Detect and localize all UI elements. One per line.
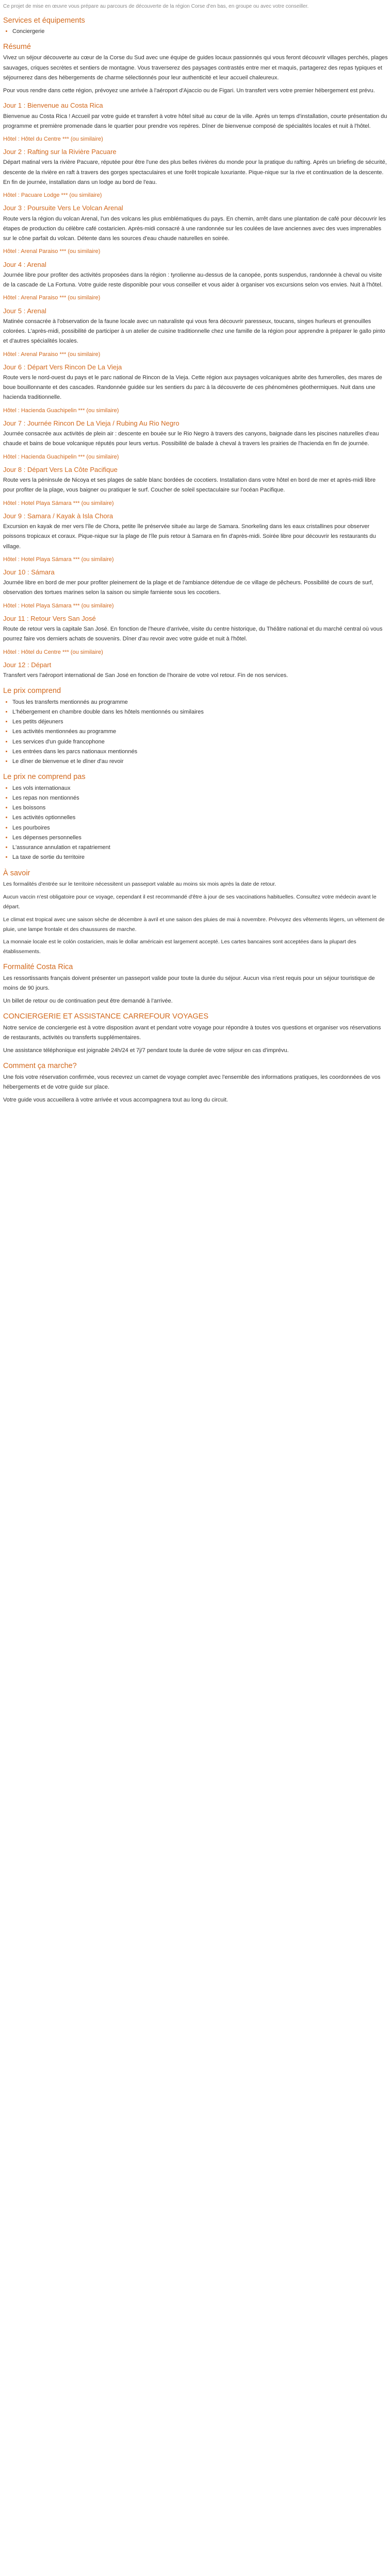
day-hotel: Hôtel : Arenal Paraiso *** (ou similaire) (3, 248, 101, 255)
non-inclus-section (3, 772, 388, 862)
day-title: Jour 7 : Journée Rincon De La Vieja / Rubing Au Rio Negro (3, 419, 180, 427)
day-title: Jour 11 : Retour Vers San José (3, 614, 96, 622)
day-block (3, 512, 388, 565)
day-hotel: Hôtel : Hotel Playa Sámara *** (ou similaire) (3, 556, 114, 563)
day-title: Jour 1 : Bienvenue au Costa Rica (3, 101, 103, 110)
avance-paragraph: Le climat est tropical avec une saison sèche de décembre à avril et une saison des pluies de mai à novembre. Prévoyez des vêtements légers, un vêtement de pluie, une lampe frontale et des chaussures de marche. (3, 916, 385, 933)
day-block (3, 465, 388, 509)
conciergerie-title: CONCIERGERIE ET ASSISTANCE CARREFOUR VOYAGES (3, 1012, 209, 1021)
avance-paragraph: La monnaie locale est le colón costaricien, mais le dollar américain est largement accepté. Les cartes bancaires sont acceptées dans la plupart des établissements. (3, 939, 356, 955)
resume-paragraph: Vivez un séjour découverte au cœur de la Corse du Sud avec une équipe de guides locaux passionnés qui vous feront découvrir villages perchés, plages sauvages, criques secrètes et sentiers de montagne. Vous traverserez des paysages contrastés entre mer et maquis, partagerez des repas typiques et séjournerez dans des hébergements de charme sélectionnés pour leur authenticité et leur accueil chaleureux. (3, 55, 388, 81)
day-text: Transfert vers l'aéroport international de San José en fonction de l'horaire de votre vol retour. Fin de nos services. (3, 672, 288, 679)
formalites-paragraph: Un billet de retour ou de continuation peut être demandé à l'arrivée. (3, 998, 173, 1005)
list-item: • Les repas non mentionnés (12, 793, 388, 803)
day-hotel: Hôtel : Hacienda Guachipelin *** (ou similaire) (3, 453, 119, 460)
day-block (3, 147, 388, 200)
day-block (3, 260, 388, 303)
day-block (3, 660, 388, 681)
list-item: • Conciergerie (12, 27, 388, 37)
comment-paragraph: Une fois votre réservation confirmée, vous recevrez un carnet de voyage complet avec l'ensemble des informations pratiques, les coordonnées de vos hébergements et de votre guide sur place. (3, 1074, 381, 1090)
day-hotel: Hôtel : Hôtel du Centre *** (ou similaire) (3, 649, 103, 655)
day-hotel: Hôtel : Hotel Playa Sámara *** (ou similaire) (3, 500, 114, 506)
day-text: Journée libre pour profiter des activités proposées dans la région : tyrolienne au-dessus de la canopée, ponts suspendus, randonnée à cheval ou visite de la cascade de La Fortuna. Votre guide reste disponible pour vous conseiller et vous aider à organiser vos excursions selon vos envies. Nuit à l'hôtel. (3, 272, 383, 289)
day-text: Bienvenue au Costa Rica ! Accueil par votre guide et transfert à votre hôtel situé au cœur de la ville. Après un temps d'installation, courte présentation du programme et première promenade dans le quartier pour prendre vos repères. Dîner de bienvenue composé de spécialités locales et nuit à l'hôtel. (3, 113, 387, 129)
intro-text: Ce projet de mise en œuvre vous prépare au parcours de découverte de la région Corse d'en bas, en groupe ou avec votre conseiller. (3, 4, 309, 9)
day-block (3, 614, 388, 657)
day-text: Route vers la péninsule de Nicoya et ses plages de sable blanc bordées de cocotiers. Installation dans votre hôtel en bord de mer et après-midi libre pour profiter de la plage, vous baigner ou pratiquer le surf. Coucher de soleil spectaculaire sur l'océan Pacifique. (3, 477, 376, 494)
day-block (3, 568, 388, 611)
day-title: Jour 12 : Départ (3, 660, 52, 669)
day-text: Départ matinal vers la rivière Pacuare, réputée pour être l'une des plus belles rivières du monde pour la pratique du rafting. Après un briefing de sécurité, descente de la rivière en raft à travers des gorges spectaculaires et une forêt tropicale luxuriante. Pique-nique sur la rive et continuation de la descente. En fin de journée, installation dans un lodge au bord de l'eau. (3, 159, 387, 185)
conciergerie-paragraph: Notre service de conciergerie est à votre disposition avant et pendant votre voyage pour répondre à toutes vos questions et organiser vos réservations de restaurants, activités ou transferts supplémentaires. (3, 1024, 381, 1041)
list-item: • L'assurance annulation et rapatriement (12, 843, 388, 853)
avance-title: À savoir (3, 869, 30, 877)
list-item: • Les petits déjeuners (12, 717, 388, 727)
day-title: Jour 4 : Arenal (3, 260, 46, 268)
comment-paragraph: Votre guide vous accueillera à votre arrivée et vous accompagnera tout au long du circuit. (3, 1097, 228, 1104)
non-inclus-list (3, 784, 388, 863)
list-item: • Les vols internationaux (12, 784, 388, 793)
day-title: Jour 10 : Sámara (3, 568, 55, 577)
day-block (3, 204, 388, 257)
list-item: • Les services d'un guide francophone (12, 737, 388, 747)
day-text: Excursion en kayak de mer vers l'île de Chora, petite île préservée située au large de Samara. Snorkeling dans les eaux cristallines pour observer poissons tropicaux et coraux. Pique-nique sur la plage de l'île puis retour à Samara en fin d'après-midi. Soirée libre pour découvrir les restaurants du village. (3, 523, 376, 550)
day-title: Jour 9 : Samara / Kayak à Isla Chora (3, 512, 113, 520)
formalites-paragraph: Les ressortissants français doivent présenter un passeport valide pour toute la durée du séjour. Aucun visa n'est requis pour un séjour touristique de moins de 90 jours. (3, 975, 375, 991)
list-item: • Les boissons (12, 803, 388, 813)
comment-title: Comment ça marche? (3, 1062, 77, 1071)
inclus-section (3, 686, 388, 767)
day-block (3, 363, 388, 416)
list-item: • Tous les transferts mentionnés au programme (12, 698, 388, 707)
page (0, 0, 391, 1115)
avance-section (3, 868, 388, 957)
resume-title: Résumé (3, 43, 31, 52)
day-block (3, 101, 388, 144)
avance-paragraph: Aucun vaccin n'est obligatoire pour ce voyage, cependant il est recommandé d'être à jour de ses vaccinations habituelles. Consultez votre médecin avant le départ. (3, 893, 377, 910)
day-text: Journée libre en bord de mer pour profiter pleinement de la plage et de l'ambiance détendue de ce village de pêcheurs. Possibilité de cours de surf, observation des tortues marines selon la saison ou simple farniente sous les cocotiers. (3, 580, 373, 596)
comment-section (3, 1061, 388, 1105)
day-title: Jour 6 : Départ Vers Rincon De La Vieja (3, 363, 122, 371)
day-hotel: Hôtel : Hôtel du Centre *** (ou similaire) (3, 136, 103, 143)
day-text: Matinée consacrée à l'observation de la faune locale avec un naturaliste qui vous fera découvrir paresseux, toucans, singes hurleurs et grenouilles colorées. L'après-midi, possibilité de participer à un atelier de cuisine traditionnelle chez une famille de la région pour apprendre à préparer le gallo pinto et d'autres spécialités locales. (3, 318, 385, 345)
resume-section (3, 42, 388, 96)
day-hotel: Hôtel : Arenal Paraiso *** (ou similaire) (3, 295, 101, 301)
list-item: • La taxe de sortie du territoire (12, 853, 388, 862)
day-text: Route vers le nord-ouest du pays et le parc national de Rincon de la Vieja. Cette région aux paysages volcaniques abrite des fumerolles, des mares de boue bouillonnante et des cascades. Randonnée guidée sur les sentiers du parc à la découverte de ces phénomènes géothermiques. Nuit dans une hacienda traditionnelle. (3, 374, 382, 401)
formalites-title: Formalité Costa Rica (3, 963, 73, 972)
avance-paragraph: Les formalités d'entrée sur le territoire nécessitent un passeport valable au moins six mois après la date de retour. (3, 880, 276, 887)
services-list (3, 27, 388, 37)
day-text: Route de retour vers la capitale San José. En fonction de l'heure d'arrivée, visite du centre historique, du Théâtre national et du marché central où vous pourrez faire vos derniers achats de souvenirs. Dîner d'au revoir avec votre guide et nuit à l'hôtel. (3, 626, 383, 642)
list-item: • L'hébergement en chambre double dans les hôtels mentionnés ou similaires (12, 707, 388, 717)
inclus-list (3, 698, 388, 767)
list-item: • Les dépenses personnelles (12, 833, 388, 843)
conciergerie-paragraph: Une assistance téléphonique est joignable 24h/24 et 7j/7 pendant toute la durée de votre séjour en cas d'imprévu. (3, 1047, 289, 1054)
services-section (3, 15, 388, 37)
day-hotel: Hôtel : Pacuare Lodge *** (ou similaire) (3, 192, 102, 199)
day-text: Route vers la région du volcan Arenal, l'un des volcans les plus emblématiques du pays. En chemin, arrêt dans une plantation de café pour découvrir les étapes de production du célèbre café costaricien. Après-midi consacré à une randonnée sur les coulées de lave anciennes avec des vues imprenables sur le cône parfait du volcan. Détente dans les sources d'eau chaude naturelles en soirée. (3, 215, 386, 242)
conciergerie-section (3, 1011, 388, 1056)
list-item: • Les activités optionnelles (12, 813, 388, 823)
day-text: Journée consacrée aux activités de plein air : descente en bouée sur le Rio Negro à travers des canyons, baignade dans les piscines naturelles d'eau chaude et bains de boue volcanique réputés pour leurs vertus. Possibilité de balade à cheval à travers les prairies de l'hacienda en fin de journée. (3, 431, 379, 447)
list-item: • Le dîner de bienvenue et le dîner d'au revoir (12, 757, 388, 767)
inclus-title: Le prix comprend (3, 687, 61, 696)
day-block (3, 307, 388, 360)
resume-paragraph: Pour vous rendre dans cette région, prévoyez une arrivée à l'aéroport d'Ajaccio ou de Figari. Un transfert vers votre premier hébergement est prévu. (3, 88, 375, 94)
list-item: • Les entrées dans les parcs nationaux mentionnés (12, 747, 388, 757)
itinerary-section (3, 101, 388, 681)
day-hotel: Hôtel : Arenal Paraiso *** (ou similaire) (3, 351, 101, 358)
list-item: • Les activités mentionnées au programme (12, 727, 388, 737)
day-hotel: Hôtel : Hotel Playa Sámara *** (ou similaire) (3, 602, 114, 609)
day-hotel: Hôtel : Hacienda Guachipelin *** (ou similaire) (3, 407, 119, 414)
day-title: Jour 5 : Arenal (3, 307, 46, 315)
day-title: Jour 3 : Poursuite Vers Le Volcan Arenal (3, 204, 123, 212)
formalites-section (3, 962, 388, 1006)
day-title: Jour 2 : Rafting sur la Rivière Pacuare (3, 148, 117, 156)
day-title: Jour 8 : Départ Vers La Côte Pacifique (3, 465, 118, 473)
services-title: Services et équipements (3, 16, 85, 25)
list-item: • Les pourboires (12, 823, 388, 833)
day-block (3, 419, 388, 462)
non-inclus-title: Le prix ne comprend pas (3, 773, 86, 782)
